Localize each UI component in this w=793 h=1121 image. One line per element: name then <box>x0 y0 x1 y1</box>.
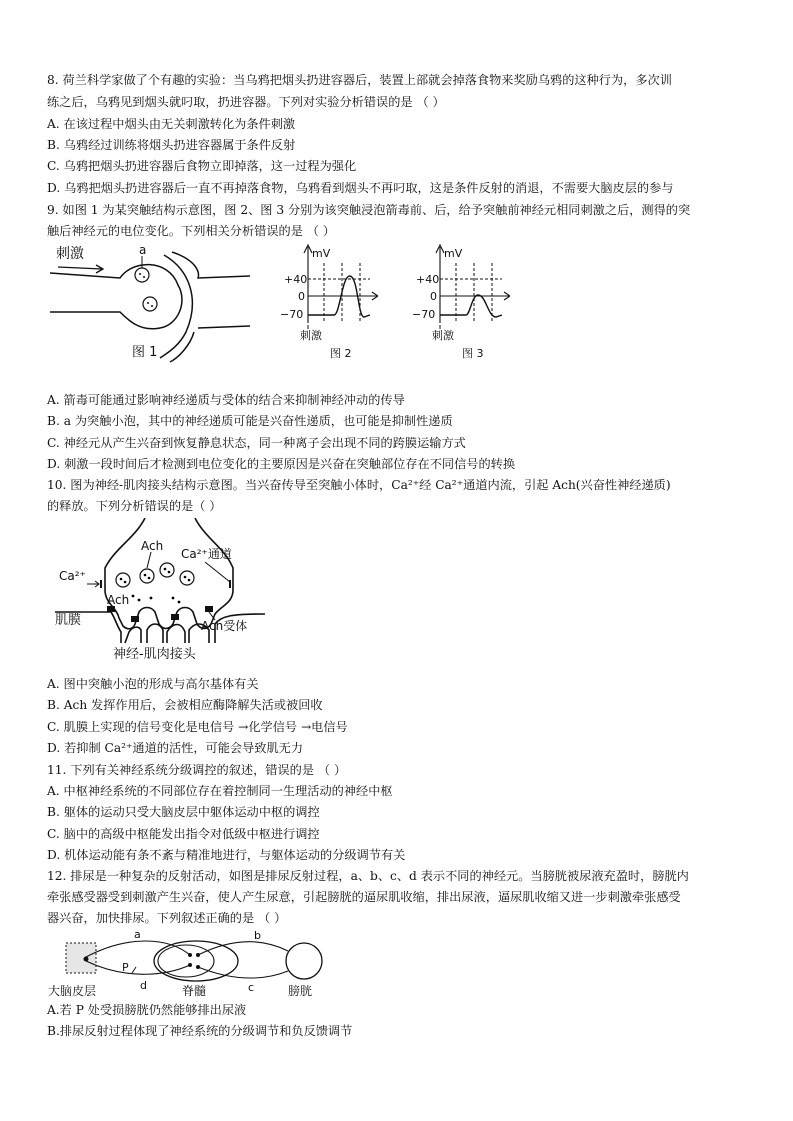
q9-stem-line1: 9. 如图 1 为某突触结构示意图，图 2、图 3 分别为该突触浸泡箭毒前、后，给予突触前神经元相同刺激之后，测得的突 <box>47 203 691 217</box>
fig3-tick-zero: 0 <box>430 290 437 303</box>
q9-option-a: A. 箭毒可能通过影响神经递质与受体的结合来抑制神经冲动的传导 <box>47 393 405 407</box>
fig1-caption: 图 1 <box>132 345 158 360</box>
q8-option-b: B. 乌鸦经过训练将烟头扔进容器属于条件反射 <box>47 138 296 152</box>
q8-option-d: D. 乌鸦把烟头扔进容器后一直不再掉落食物，乌鸦看到烟头不再叼取，这是条件反射的消退，不需要大脑皮层的参与 <box>47 181 674 195</box>
reflex-cortex-box <box>66 943 96 973</box>
neuron-b <box>198 942 288 955</box>
fig1-stimulus-arrow <box>58 267 102 269</box>
q9-figure2-chart <box>278 243 378 363</box>
q10-option-c: C. 肌膜上实现的信号变化是电信号 →化学信号 →电信号 <box>47 720 348 734</box>
q8-stem-line2: 练之后，乌鸦见到烟头就叼取，扔进容器。下列对实验分析错误的是 （ ） <box>47 95 445 109</box>
fig1-label-a: a <box>139 243 147 257</box>
fig2-unit: mV <box>312 247 331 260</box>
nmj-receptor-label: Ach受体 <box>201 619 248 633</box>
q10-option-d: D. 若抑制 Ca²⁺通道的活性，可能会导致肌无力 <box>47 741 304 755</box>
q12-option-b: B.排尿反射过程体现了神经系统的分级调节和负反馈调节 <box>47 1024 353 1038</box>
q10-option-b: B. Ach 发挥作用后，会被相应酶降解失活或被回收 <box>47 698 323 712</box>
point-p-label: P <box>122 961 129 974</box>
reflex-cortex-label: 大脑皮层 <box>48 984 97 998</box>
reflex-bladder-label: 膀胱 <box>288 984 313 998</box>
q9-option-d: D. 刺激一段时间后才检测到电位变化的主要原因是兴奋在突触部位存在不同信号的转换 <box>47 457 516 471</box>
nmj-membrane-label: 肌膜 <box>55 613 82 628</box>
fig3-unit: mV <box>444 247 463 260</box>
q12-option-a: A.若 P 处受损膀胱仍然能够排出尿液 <box>47 1003 247 1017</box>
q11-option-a: A. 中枢神经系统的不同部位存在着控制同一生理活动的神经中枢 <box>47 784 393 798</box>
q11-option-c: C. 脑中的高级中枢能发出指令对低级中枢进行调控 <box>47 827 320 841</box>
fig2-tick-minus70: −70 <box>280 308 304 321</box>
nmj-caption: 神经-肌肉接头 <box>113 647 196 662</box>
q10-stem-line2: 的释放。下列分析错误的是（ ） <box>47 499 222 513</box>
q9-option-c: C. 神经元从产生兴奋到恢复静息状态，同一种离子会出现不同的跨膜运输方式 <box>47 436 466 450</box>
q10-stem-line1: 10. 图为神经-肌肉接头结构示意图。当兴奋传导至突触小体时，Ca²⁺经 Ca²⁺通道内流，引起 Ach(兴奋性神经递质) <box>47 478 671 492</box>
neuron-label-d: d <box>140 979 147 992</box>
neuron-label-b: b <box>254 929 261 942</box>
fig3-tick-minus70: −70 <box>412 308 436 321</box>
q8-stem-line1: 8. 荷兰科学家做了个有趣的实验：当乌鸦把烟头扔进容器后，装置上部就会掉落食物来奖励乌鸦的这种行为，多次训 <box>47 73 672 87</box>
q11-option-b: B. 躯体的运动只受大脑皮层中躯体运动中枢的调控 <box>47 805 320 819</box>
q9-figure3-chart <box>410 243 510 363</box>
q8-option-a: A. 在该过程中烟头由无关刺激转化为条件刺激 <box>47 117 296 131</box>
q9-option-b: B. a 为突触小泡，其中的神经递质可能是兴奋性递质，也可能是抑制性递质 <box>47 414 453 428</box>
fig3-tick-plus40: +40 <box>416 273 440 286</box>
neuron-label-c: c <box>248 981 255 994</box>
fig1-postsynaptic-membrane <box>160 252 250 362</box>
q11-stem: 11. 下列有关神经系统分级调控的叙述，错误的是 （ ） <box>47 763 347 777</box>
q9-figure1-synapse <box>50 240 250 365</box>
fig2-caption: 图 2 <box>330 347 352 360</box>
q11-option-d: D. 机体运动能有条不紊与精准地进行，与躯体运动的分级调节有关 <box>47 848 406 862</box>
fig3-stimulus-label: 刺激 <box>432 329 454 342</box>
q8-option-c: C. 乌鸦把烟头扔进容器后食物立即掉落，这一过程为强化 <box>47 159 357 173</box>
fig2-tick-plus40: +40 <box>284 273 308 286</box>
nmj-ach-released-label: Ach <box>107 593 130 607</box>
fig1-presynaptic-terminal <box>50 265 182 329</box>
q10-figure-nmj <box>55 518 265 663</box>
q9-stem-line2: 触后神经元的电位变化。下列相关分析错误的是 （ ） <box>47 224 336 238</box>
q10-option-a: A. 图中突触小泡的形成与高尔基体有关 <box>47 677 259 691</box>
fig3-caption: 图 3 <box>462 347 484 360</box>
q12-stem-line3: 器兴奋，加快排尿。下列叙述正确的是 （ ） <box>47 911 287 925</box>
q12-figure-micturition <box>48 927 338 999</box>
q12-stem-line2: 牵张感受器受到刺激产生兴奋，使人产生尿意，引起膀胱的逼尿肌收缩，排出尿液，逼尿肌收缩又进一步刺激牵张感受 <box>47 890 681 904</box>
nmj-ach-label: Ach <box>141 539 164 553</box>
fig2-tick-zero: 0 <box>298 290 305 303</box>
fig2-stimulus-label: 刺激 <box>300 329 322 342</box>
fig1-vesicle <box>143 297 157 311</box>
neuron-d <box>86 961 190 974</box>
fig1-stimulus-label: 刺激 <box>56 246 84 262</box>
fig3-reduced-potential-curve <box>440 295 502 317</box>
reflex-bladder <box>286 943 322 979</box>
q12-stem-line1: 12. 排尿是一种复杂的反射活动，如图是排尿反射过程，a、b、c、d 表示不同的神经元。当膀胱被尿液充盈时，膀胱内 <box>47 869 689 883</box>
nmj-channel-label: Ca²⁺通道 <box>181 547 232 561</box>
neuron-label-a: a <box>134 928 141 941</box>
fig1-vesicle-a <box>135 268 149 282</box>
neuron-c <box>198 967 288 978</box>
reflex-spinal-label: 脊髓 <box>182 984 207 998</box>
nmj-ca-label: Ca²⁺ <box>59 569 86 583</box>
